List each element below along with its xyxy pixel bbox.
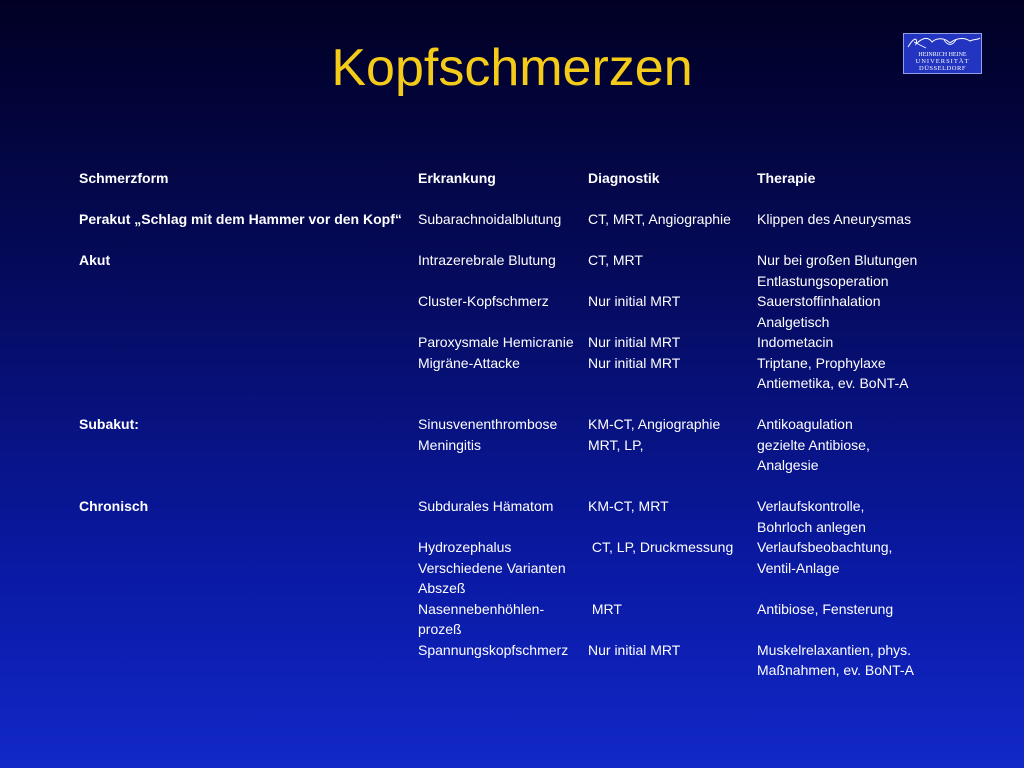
signature-icon <box>904 34 982 52</box>
table-cell-diagnostics: KM-CT, MRT <box>588 498 669 514</box>
table-cell-therapy: Klippen des Aneurysmas <box>757 211 912 227</box>
header-erkrankung: Erkrankung <box>418 170 496 186</box>
table-cell-therapy: Indometacin <box>757 334 834 350</box>
form-subakut: Subakut: <box>79 416 139 432</box>
table-cell-disease: Hydrozephalus <box>418 539 512 555</box>
table-cell-diagnostics: Nur initial MRT <box>588 354 681 371</box>
header-therapie: Therapie <box>757 170 816 186</box>
table-cell-disease: Subarachnoidalblutung <box>418 211 562 227</box>
table-cell-therapy: Maßnahmen, ev. BoNT-A <box>757 662 914 678</box>
table-cell-diagnostics: Nur initial MRT <box>588 334 681 350</box>
table-cell-diagnostics: MRT <box>588 600 622 617</box>
form-chronisch: Chronisch <box>79 498 149 514</box>
table-cell-therapy: Triptane, Prophylaxe <box>757 354 886 371</box>
table-cell-disease: Nasennebenhöhlen- <box>418 600 545 617</box>
form-perakut: Perakut „Schlag mit dem Hammer vor den Kopf“ <box>79 211 402 227</box>
table-cell-diagnostics: KM-CT, Angiographie <box>588 416 721 432</box>
table-cell-disease: Intrazerebrale Blutung <box>418 252 556 268</box>
table-cell-diagnostics: Nur initial MRT <box>588 293 681 309</box>
table-cell-therapy: Verlaufskontrolle, <box>757 498 865 514</box>
table-cell-diagnostics: CT, MRT <box>588 252 643 268</box>
table-cell-disease: Paroxysmale Hemicranie <box>418 334 574 350</box>
header-schmerzform: Schmerzform <box>79 170 169 186</box>
table-cell-therapy: Muskelrelaxantien, phys. <box>757 641 912 658</box>
logo-line-3: DÜSSELDORF <box>919 65 966 72</box>
table-cell-therapy: Analgetisch <box>757 313 830 330</box>
table-cell-therapy: Antibiose, Fensterung <box>757 600 894 617</box>
table-cell-disease: Verschiedene Varianten <box>418 559 566 576</box>
table-cell-therapy: Antiemetika, ev. BoNT-A <box>757 375 909 391</box>
university-logo <box>903 33 982 74</box>
table-cell-diagnostics: CT, LP, Druckmessung <box>588 539 734 555</box>
logo-line-2: UNIVERSITÄT <box>915 58 970 65</box>
table-cell-disease: Sinusvenenthrombose <box>418 416 558 432</box>
table-cell-diagnostics: CT, MRT, Angiographie <box>588 211 731 227</box>
table-cell-diagnostics: MRT, LP, <box>588 436 644 453</box>
table-cell-disease: Abszeß <box>418 580 466 596</box>
slide-title: Kopfschmerzen <box>331 39 693 97</box>
table-cell-therapy: gezielte Antibiose, <box>757 436 870 453</box>
table-cell-diagnostics: Nur initial MRT <box>588 641 681 658</box>
table-cell-therapy: Verlaufsbeobachtung, <box>757 539 893 555</box>
table-cell-therapy: Sauerstoffinhalation <box>757 293 881 309</box>
table-cell-disease: Cluster-Kopfschmerz <box>418 293 549 309</box>
table-cell-disease: Meningitis <box>418 436 482 453</box>
table-cell-disease: Spannungskopfschmerz <box>418 641 569 658</box>
table-cell-disease: prozeß <box>418 621 462 637</box>
table-cell-therapy: Nur bei großen Blutungen <box>757 252 918 268</box>
header-diagnostik: Diagnostik <box>588 170 660 186</box>
form-akut: Akut <box>79 252 111 268</box>
table-cell-therapy: Antikoagulation <box>757 416 853 432</box>
table-cell-therapy: Ventil-Anlage <box>757 559 840 576</box>
table-cell-therapy: Bohrloch anlegen <box>757 518 866 535</box>
logo-line-1: HEINRICH HEINE <box>918 52 967 58</box>
table-cell-disease: Subdurales Hämatom <box>418 498 554 514</box>
table-cell-disease: Migräne-Attacke <box>418 354 520 371</box>
table-cell-therapy: Analgesie <box>757 457 819 473</box>
table-cell-therapy: Entlastungsoperation <box>757 272 889 289</box>
